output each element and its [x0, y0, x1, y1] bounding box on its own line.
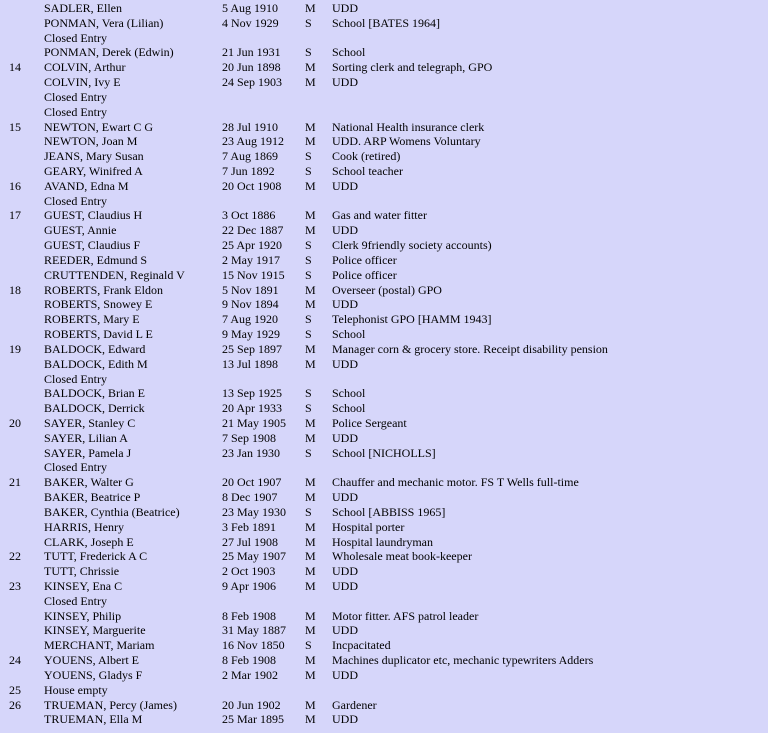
- table-row: [0, 357, 768, 372]
- table-row: [0, 446, 768, 461]
- marital-status: M: [305, 623, 316, 638]
- birth-date: 13 Jul 1898: [222, 356, 279, 371]
- house-number: 16: [9, 178, 21, 193]
- occupation: Gas and water fitter: [332, 208, 427, 223]
- occupation: Hospital porter: [332, 519, 405, 534]
- table-row: [0, 297, 768, 312]
- table-row: [0, 105, 768, 120]
- table-row: [0, 149, 768, 164]
- table-row: [0, 372, 768, 387]
- person-name: GUEST, Annie: [44, 223, 117, 238]
- birth-date: 23 Jan 1930: [222, 445, 280, 460]
- occupation: School [ABBISS 1965]: [332, 504, 446, 519]
- house-number: 25: [9, 682, 21, 697]
- birth-date: 15 Nov 1915: [222, 267, 285, 282]
- birth-date: 28 Jul 1910: [222, 119, 279, 134]
- marital-status: S: [305, 164, 312, 179]
- person-name: TUTT, Frederick A C: [44, 549, 148, 564]
- birth-date: 20 Jun 1898: [222, 60, 281, 75]
- person-name: BAKER, Walter G: [44, 475, 134, 490]
- marital-status: S: [305, 327, 312, 342]
- occupation: UDD: [332, 490, 358, 505]
- person-name: ROBERTS, Frank Eldon: [44, 282, 163, 297]
- person-name: KINSEY, Marguerite: [44, 623, 146, 638]
- person-name: BALDOCK, Brian E: [44, 386, 145, 401]
- birth-date: 2 Oct 1903: [222, 564, 276, 579]
- marital-status: M: [305, 653, 316, 668]
- birth-date: 3 Feb 1891: [222, 519, 276, 534]
- person-name: ROBERTS, Mary E: [44, 312, 140, 327]
- birth-date: 27 Jul 1908: [222, 534, 279, 549]
- person-name: SAYER, Pamela J: [44, 445, 132, 460]
- marital-status: M: [305, 134, 316, 149]
- table-row: [0, 45, 768, 60]
- table-row: [0, 16, 768, 31]
- table-row: [0, 609, 768, 624]
- birth-date: 7 Aug 1869: [222, 149, 279, 164]
- birth-date: 5 Aug 1910: [222, 1, 279, 15]
- table-row: [0, 579, 768, 594]
- occupation: UDD: [332, 1, 358, 15]
- person-name: BAKER, Cynthia (Beatrice): [44, 504, 180, 519]
- house-number: 24: [9, 653, 21, 668]
- person-name: REEDER, Edmund S: [44, 252, 148, 267]
- person-name: SAYER, Stanley C: [44, 415, 136, 430]
- birth-date: 13 Sep 1925: [222, 386, 282, 401]
- person-name: PONMAN, Derek (Edwin): [44, 45, 174, 60]
- occupation: School: [332, 327, 366, 342]
- table-row: [0, 431, 768, 446]
- person-name: KINSEY, Ena C: [44, 578, 123, 593]
- birth-date: 24 Sep 1903: [222, 75, 282, 90]
- birth-date: 22 Dec 1887: [222, 223, 284, 238]
- occupation: UDD: [332, 712, 358, 727]
- marital-status: M: [305, 697, 316, 712]
- house-number: 18: [9, 282, 21, 297]
- birth-date: 20 Oct 1907: [222, 475, 282, 490]
- table-row: [0, 698, 768, 713]
- occupation: Hospital laundryman: [332, 534, 433, 549]
- table-row: [0, 475, 768, 490]
- person-name: TRUEMAN, Ella M: [44, 712, 143, 727]
- table-row: [0, 194, 768, 209]
- table-row: [0, 386, 768, 401]
- occupation: Cook (retired): [332, 149, 401, 164]
- birth-date: 8 Feb 1908: [222, 608, 276, 623]
- birth-date: 20 Apr 1933: [222, 401, 282, 416]
- birth-date: 9 Nov 1894: [222, 297, 279, 312]
- table-row: [0, 238, 768, 253]
- occupation: Police Sergeant: [332, 415, 407, 430]
- occupation: UDD: [332, 564, 358, 579]
- table-row: [0, 401, 768, 416]
- table-row: [0, 223, 768, 238]
- birth-date: 25 Apr 1920: [222, 238, 282, 253]
- occupation: UDD: [332, 667, 358, 682]
- marital-status: S: [305, 386, 312, 401]
- person-name: House empty: [44, 682, 108, 697]
- person-name: JEANS, Mary Susan: [44, 149, 144, 164]
- table-row: [0, 564, 768, 579]
- table-row: [0, 712, 768, 727]
- occupation: Sorting clerk and telegraph, GPO: [332, 60, 493, 75]
- house-number: 14: [9, 60, 21, 75]
- table-row: [0, 505, 768, 520]
- table-row: [0, 623, 768, 638]
- person-name: YOUENS, Gladys F: [44, 667, 143, 682]
- occupation: Motor fitter. AFS patrol leader: [332, 608, 479, 623]
- birth-date: 25 May 1907: [222, 549, 286, 564]
- marital-status: S: [305, 445, 312, 460]
- marital-status: M: [305, 119, 316, 134]
- person-name: ROBERTS, Snowey E: [44, 297, 153, 312]
- marital-status: M: [305, 564, 316, 579]
- house-number: 26: [9, 697, 21, 712]
- birth-date: 23 May 1930: [222, 504, 286, 519]
- marital-status: M: [305, 667, 316, 682]
- occupation: UDD: [332, 297, 358, 312]
- person-name: GEARY, Winifred A: [44, 164, 143, 179]
- occupation: School [NICHOLLS]: [332, 445, 436, 460]
- birth-date: 7 Aug 1920: [222, 312, 279, 327]
- table-row: [0, 535, 768, 550]
- person-name: HARRIS, Henry: [44, 519, 124, 534]
- person-name: Closed Entry: [44, 104, 107, 119]
- occupation: Incpacitated: [332, 638, 391, 653]
- table-row: [0, 668, 768, 683]
- birth-date: 21 Jun 1931: [222, 45, 281, 60]
- birth-date: 9 Apr 1906: [222, 578, 276, 593]
- table-row: [0, 653, 768, 668]
- birth-date: 25 Mar 1895: [222, 712, 284, 727]
- occupation: School: [332, 45, 366, 60]
- person-name: Closed Entry: [44, 593, 107, 608]
- person-name: BALDOCK, Edith M: [44, 356, 148, 371]
- birth-date: 8 Dec 1907: [222, 490, 278, 505]
- person-name: COLVIN, Ivy E: [44, 75, 121, 90]
- person-name: CRUTTENDEN, Reginald V: [44, 267, 185, 282]
- person-name: ROBERTS, David L E: [44, 327, 153, 342]
- birth-date: 25 Sep 1897: [222, 341, 282, 356]
- person-name: COLVIN, Arthur: [44, 60, 126, 75]
- person-name: Closed Entry: [44, 89, 107, 104]
- person-name: AVAND, Edna M: [44, 178, 129, 193]
- occupation: Manager corn & grocery store. Receipt disability pension: [332, 341, 608, 356]
- table-row: [0, 1, 768, 16]
- marital-status: M: [305, 1, 316, 15]
- person-name: NEWTON, Joan M: [44, 134, 138, 149]
- occupation: Machines duplicator etc, mechanic typewriters Adders: [332, 653, 594, 668]
- table-row: [0, 327, 768, 342]
- birth-date: 20 Oct 1908: [222, 178, 282, 193]
- occupation: Gardener: [332, 697, 377, 712]
- person-name: Closed Entry: [44, 460, 107, 475]
- table-row: [0, 208, 768, 223]
- person-name: Closed Entry: [44, 193, 107, 208]
- person-name: TRUEMAN, Percy (James): [44, 697, 177, 712]
- house-number: 17: [9, 208, 21, 223]
- marital-status: S: [305, 238, 312, 253]
- occupation: UDD: [332, 75, 358, 90]
- table-row: [0, 268, 768, 283]
- birth-date: 23 Aug 1912: [222, 134, 285, 149]
- birth-date: 21 May 1905: [222, 415, 286, 430]
- marital-status: M: [305, 75, 316, 90]
- birth-date: 8 Feb 1908: [222, 653, 276, 668]
- table-row: [0, 594, 768, 609]
- marital-status: M: [305, 549, 316, 564]
- marital-status: M: [305, 578, 316, 593]
- marital-status: M: [305, 475, 316, 490]
- marital-status: S: [305, 252, 312, 267]
- person-name: KINSEY, Philip: [44, 608, 122, 623]
- occupation: School: [332, 386, 366, 401]
- birth-date: 16 Nov 1850: [222, 638, 285, 653]
- marital-status: S: [305, 401, 312, 416]
- table-row: [0, 549, 768, 564]
- person-name: MERCHANT, Mariam: [44, 638, 155, 653]
- marital-status: M: [305, 430, 316, 445]
- person-name: NEWTON, Ewart C G: [44, 119, 154, 134]
- marital-status: S: [305, 45, 312, 60]
- person-name: SADLER, Ellen: [44, 1, 122, 15]
- occupation: National Health insurance clerk: [332, 119, 485, 134]
- marital-status: M: [305, 341, 316, 356]
- table-row: [0, 31, 768, 46]
- occupation: Wholesale meat book-keeper: [332, 549, 472, 564]
- table-row: [0, 134, 768, 149]
- marital-status: M: [305, 490, 316, 505]
- marital-status: M: [305, 415, 316, 430]
- table-row: [0, 253, 768, 268]
- table-row: [0, 520, 768, 535]
- person-name: BAKER, Beatrice P: [44, 490, 141, 505]
- table-row: [0, 342, 768, 357]
- marital-status: M: [305, 178, 316, 193]
- person-name: YOUENS, Albert E: [44, 653, 139, 668]
- table-row: [0, 490, 768, 505]
- table-row: [0, 460, 768, 475]
- marital-status: S: [305, 267, 312, 282]
- occupation: UDD: [332, 623, 358, 638]
- person-name: PONMAN, Vera (Lilian): [44, 15, 164, 30]
- occupation: Clerk 9friendly society accounts): [332, 238, 492, 253]
- house-number: 21: [9, 475, 21, 490]
- occupation: UDD: [332, 578, 358, 593]
- house-number: 19: [9, 341, 21, 356]
- occupation: UDD. ARP Womens Voluntary: [332, 134, 481, 149]
- table-row: [0, 416, 768, 431]
- occupation: Police officer: [332, 252, 397, 267]
- birth-date: 20 Jun 1902: [222, 697, 281, 712]
- marital-status: M: [305, 223, 316, 238]
- occupation: Telephonist GPO [HAMM 1943]: [332, 312, 492, 327]
- occupation: Overseer (postal) GPO: [332, 282, 442, 297]
- marital-status: M: [305, 519, 316, 534]
- table-row: [0, 312, 768, 327]
- marital-status: M: [305, 356, 316, 371]
- birth-date: 4 Nov 1929: [222, 15, 279, 30]
- marital-status: M: [305, 608, 316, 623]
- birth-date: 7 Jun 1892: [222, 164, 275, 179]
- birth-date: 5 Nov 1891: [222, 282, 279, 297]
- person-name: TUTT, Chrissie: [44, 564, 120, 579]
- birth-date: 7 Sep 1908: [222, 430, 276, 445]
- marital-status: M: [305, 60, 316, 75]
- table-row: [0, 90, 768, 105]
- table-row: [0, 179, 768, 194]
- marital-status: M: [305, 534, 316, 549]
- birth-date: 3 Oct 1886: [222, 208, 276, 223]
- birth-date: 2 May 1917: [222, 252, 280, 267]
- marital-status: S: [305, 312, 312, 327]
- person-name: SAYER, Lilian A: [44, 430, 128, 445]
- table-row: [0, 75, 768, 90]
- occupation: UDD: [332, 430, 358, 445]
- birth-date: 9 May 1929: [222, 327, 280, 342]
- occupation: UDD: [332, 178, 358, 193]
- table-row: [0, 283, 768, 298]
- marital-status: S: [305, 15, 312, 30]
- occupation: UDD: [332, 356, 358, 371]
- table-row: [0, 638, 768, 653]
- table-row: [0, 60, 768, 75]
- marital-status: M: [305, 208, 316, 223]
- person-name: GUEST, Claudius H: [44, 208, 143, 223]
- table-row: [0, 164, 768, 179]
- person-name: Closed Entry: [44, 30, 107, 45]
- occupation: UDD: [332, 223, 358, 238]
- house-number: 20: [9, 415, 21, 430]
- marital-status: S: [305, 638, 312, 653]
- person-name: Closed Entry: [44, 371, 107, 386]
- person-name: BALDOCK, Edward: [44, 341, 146, 356]
- house-number: 15: [9, 119, 21, 134]
- marital-status: M: [305, 282, 316, 297]
- birth-date: 2 Mar 1902: [222, 667, 278, 682]
- person-name: GUEST, Claudius F: [44, 238, 141, 253]
- birth-date: 31 May 1887: [222, 623, 286, 638]
- occupation: Chauffer and mechanic motor. FS T Wells full-time: [332, 475, 579, 490]
- house-number: 22: [9, 549, 21, 564]
- person-name: CLARK, Joseph E: [44, 534, 134, 549]
- marital-status: S: [305, 504, 312, 519]
- person-name: BALDOCK, Derrick: [44, 401, 145, 416]
- marital-status: M: [305, 297, 316, 312]
- occupation: School: [332, 401, 366, 416]
- house-number: 23: [9, 578, 21, 593]
- table-row: [0, 120, 768, 135]
- table-row: [0, 683, 768, 698]
- occupation: School [BATES 1964]: [332, 15, 440, 30]
- marital-status: M: [305, 712, 316, 727]
- occupation: Police officer: [332, 267, 397, 282]
- occupation: School teacher: [332, 164, 403, 179]
- marital-status: S: [305, 149, 312, 164]
